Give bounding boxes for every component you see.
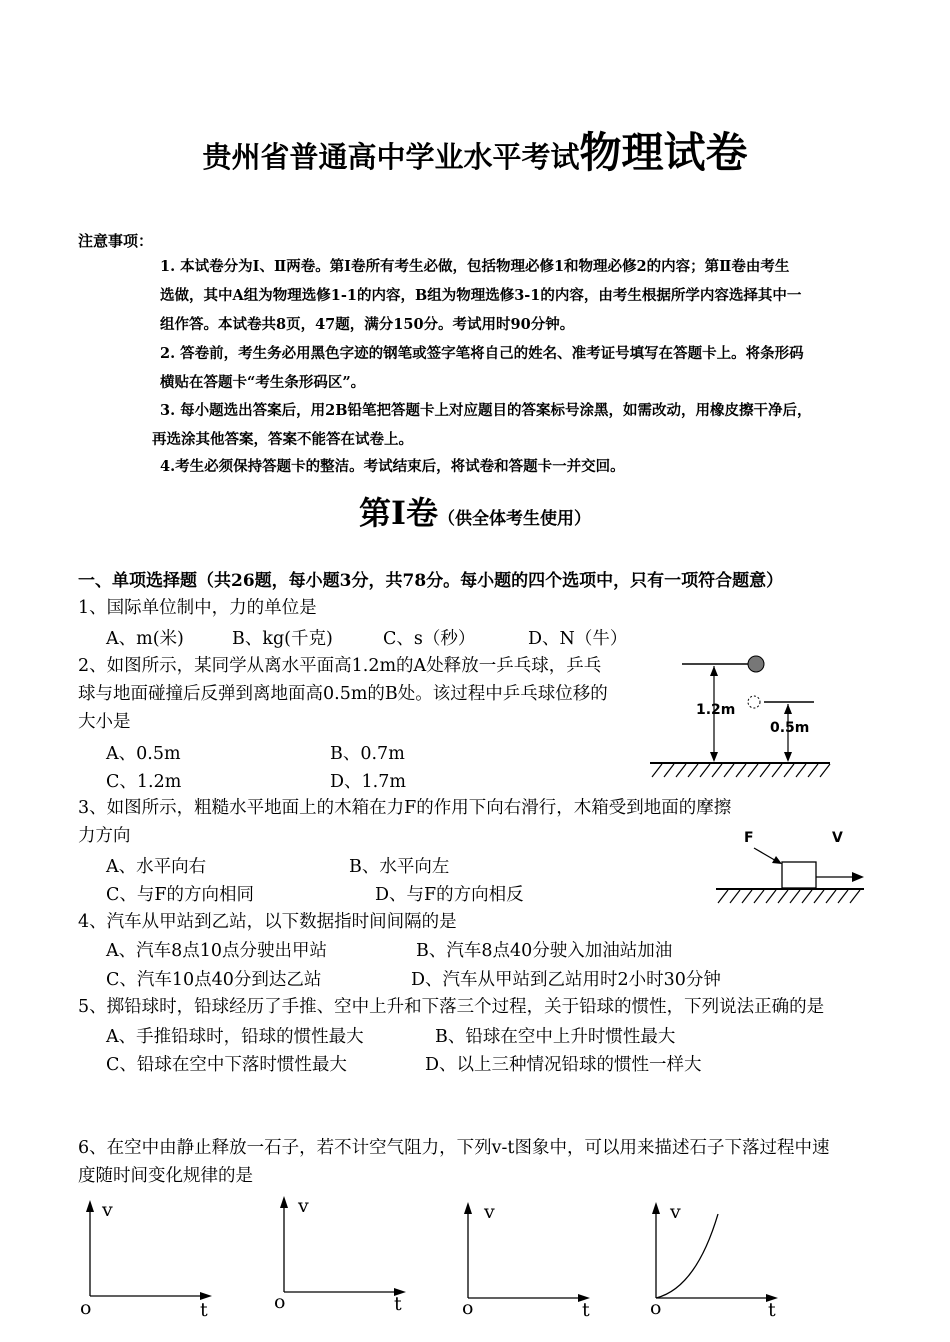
q2-option-b: B、0.7m [330, 744, 405, 764]
q1-option-c: C、s（秒） [383, 629, 476, 649]
q2-arrowhead-a2 [710, 752, 718, 762]
q4-option-b: B、汽车8点40分驶入加油站加油 [416, 941, 673, 961]
q6-stem-line-2: 度随时间变化规律的是 [78, 1166, 253, 1186]
q3-option-c: C、与F的方向相同 [106, 885, 255, 905]
q6a-v-label: v [102, 1199, 113, 1221]
q5-option-c: C、铅球在空中下落时惯性最大 [106, 1055, 347, 1075]
q4-stem: 4、汽车从甲站到乙站，以下数据指时间间隔的是 [78, 912, 457, 932]
q1-option-a: A、m(米) [106, 629, 184, 649]
q3-label-v: V [832, 830, 843, 846]
q2-ground [650, 763, 830, 777]
q3-ground [716, 889, 864, 903]
q1-option-d: D、N（牛） [528, 629, 628, 649]
q3-option-d: D、与F的方向相反 [375, 885, 524, 905]
part-heading: 一、单项选择题（共26题，每小题3分，共78分。每小题的四个选项中，只有一项符合题意） [78, 571, 784, 591]
q3-stem-line-1: 3、如图所示，粗糙水平地面上的木箱在力F的作用下向右滑行，木箱受到地面的摩擦 [78, 798, 732, 818]
notice-line-6: 3. 每小题选出答案后，用2B铅笔把答题卡上对应题目的答案标号涂黑，如需改动，用橡皮擦干净后， [160, 402, 812, 419]
q2-stem-line-2: 球与地面碰撞后反弹到离地面高0.5m的B处。该过程中乒乓球位移的 [78, 684, 608, 704]
q2-label-b: 0.5m [770, 720, 810, 736]
q6b-v-label: v [298, 1195, 309, 1217]
section-subtitle: （供全体考生使用） [437, 509, 591, 529]
exam-title-part1: 贵州省普通高中学业水平考试 [202, 140, 580, 174]
q6-graph-b [274, 1192, 414, 1318]
q5-option-b: B、铅球在空中上升时惯性最大 [435, 1027, 676, 1047]
notice-line-8: 4.考生必须保持答题卡的整洁。考试结束后，将试卷和答题卡一并交回。 [160, 458, 625, 475]
q3-stem-line-2: 力方向 [78, 826, 131, 846]
q6b-v-arrow [280, 1196, 288, 1208]
q6-graph-a [80, 1196, 220, 1322]
q6-stem-line-1: 6、在空中由静止释放一石子，若不计空气阻力，下列v-t图象中，可以用来描述石子下落过程中速 [78, 1138, 830, 1158]
q3-option-b: B、水平向左 [349, 857, 450, 877]
q6-graph-d [646, 1198, 786, 1324]
q2-ball-b [748, 696, 760, 708]
notice-line-3: 组作答。本试卷共8页，47题，满分150分。考试用时90分钟。 [160, 316, 575, 333]
q2-option-a: A、0.5m [106, 744, 181, 764]
q2-figure [648, 650, 838, 780]
q4-option-c: C、汽车10点40分到达乙站 [106, 970, 322, 990]
q3-option-a: A、水平向右 [106, 857, 207, 877]
q6c-v-label: v [484, 1201, 495, 1223]
q3-label-f: F [744, 830, 754, 846]
q2-stem-line-1: 2、如图所示，某同学从离水平面高1.2m的A处释放一乒乓球，乒乓 [78, 656, 602, 676]
q5-stem: 5、掷铅球时，铅球经历了手推、空中上升和下落三个过程，关于铅球的惯性，下列说法正确的是 [78, 997, 825, 1017]
q6d-v-label: v [670, 1201, 681, 1223]
q4-option-a: A、汽车8点10点分驶出甲站 [106, 941, 328, 961]
q3-box [782, 862, 816, 888]
notice-heading: 注意事项： [78, 232, 154, 250]
notice-line-4: 2. 答卷前，考生务必用黑色字迹的钢笔或签字笔将自己的姓名、准考证号填写在答题卡上。将条形码 [160, 345, 804, 362]
q6a-v-arrow [86, 1200, 94, 1212]
q6d-v-arrow [652, 1202, 660, 1214]
notice-line-5: 横贴在答题卡“考生条形码区”。 [160, 374, 366, 391]
q2-ball-a [748, 656, 764, 672]
q6-graph-c [458, 1198, 598, 1324]
q2-arrowhead-b2 [784, 752, 792, 762]
q6a-t-label: t [200, 1299, 208, 1321]
q6c-origin: o [462, 1297, 474, 1319]
q6a-origin: o [80, 1297, 92, 1319]
q5-option-d: D、以上三种情况铅球的惯性一样大 [425, 1055, 702, 1075]
q3-figure [712, 822, 872, 912]
q6c-t-label: t [582, 1299, 590, 1321]
q1-stem: 1、国际单位制中，力的单位是 [78, 598, 317, 618]
q2-option-c: C、1.2m [106, 772, 182, 792]
section-title-main: 第Ⅰ卷 [359, 494, 438, 532]
q2-label-a: 1.2m [696, 702, 736, 718]
notice-line-2: 选做，其中A组为物理选修1-1的内容，B组为物理选修3-1的内容，由考生根据所学内容选择其中一 [160, 287, 802, 304]
q3-velocity-arrowhead [852, 872, 864, 882]
notice-line-7: 再选涂其他答案，答案不能答在试卷上。 [152, 431, 413, 448]
q4-option-d: D、汽车从甲站到乙站用时2小时30分钟 [411, 970, 721, 990]
exam-title-part2: 物理试卷 [579, 128, 748, 177]
q2-stem-line-3: 大小是 [78, 712, 131, 732]
q6c-v-arrow [464, 1202, 472, 1214]
q6b-t-label: t [394, 1293, 402, 1315]
q1-option-b: B、kg(千克) [232, 629, 333, 649]
exam-title [0, 120, 950, 180]
q6d-t-label: t [768, 1299, 776, 1321]
notice-line-1: 1. 本试卷分为Ⅰ、Ⅱ两卷。第Ⅰ卷所有考生必做，包括物理必修1和物理必修2的内容；第Ⅱ卷由考生 [160, 258, 790, 275]
q2-arrowhead-b1 [784, 704, 792, 714]
q6d-curve [656, 1214, 718, 1298]
q2-arrowhead-a1 [710, 666, 718, 676]
section-title [0, 488, 950, 534]
q2-option-d: D、1.7m [330, 772, 406, 792]
q6d-origin: o [650, 1297, 662, 1319]
q5-option-a: A、手推铅球时，铅球的惯性最大 [106, 1027, 364, 1047]
q6b-origin: o [274, 1291, 286, 1313]
